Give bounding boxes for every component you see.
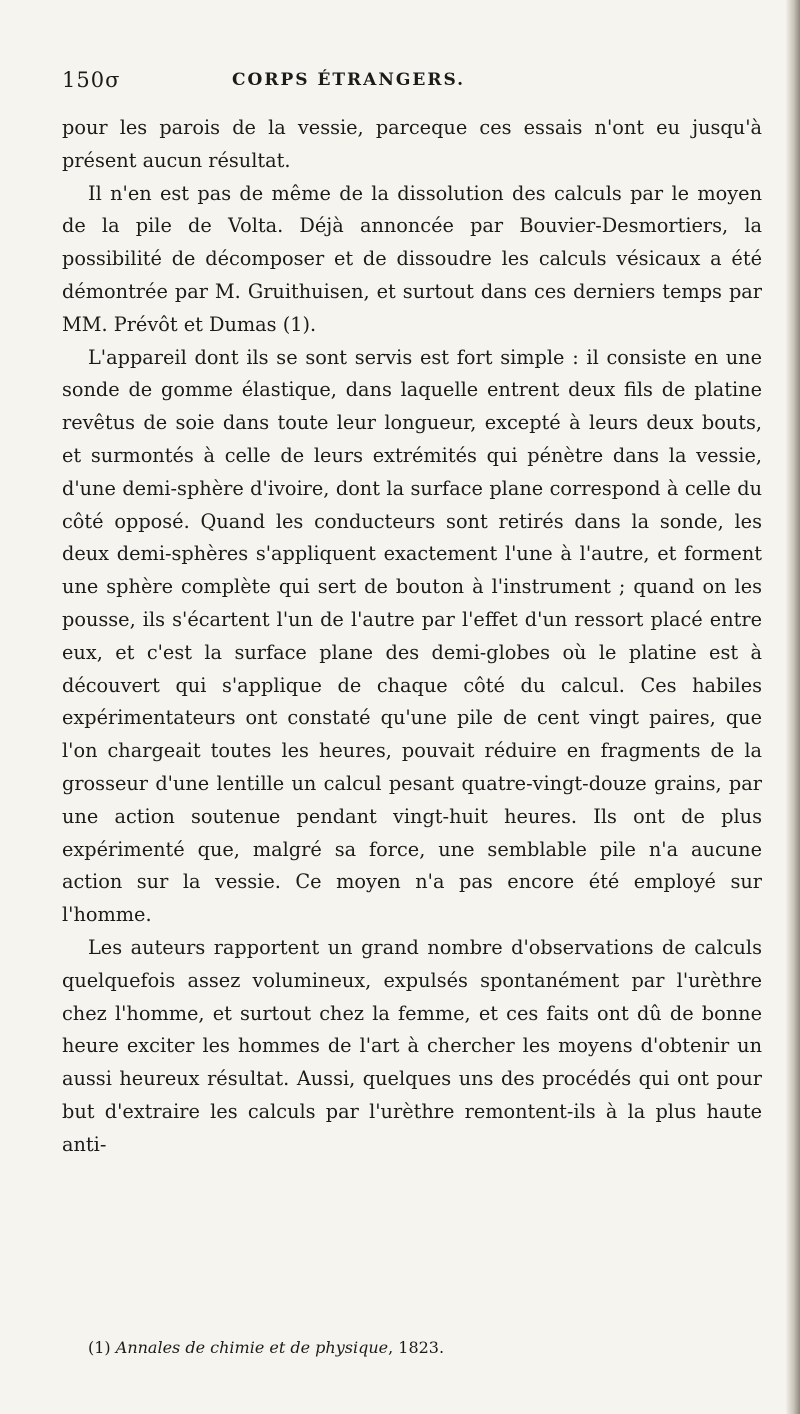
footnote [88,1337,748,1359]
page-header [62,68,762,98]
paragraph-volta-pile: Il n'en est pas de même de la dissolution des calculs par le moyen de la pile de Volta. Déjà annoncée par Bouvier-Desmortiers, la possibilité de décomposer et de dissoudre les calculs vésicaux a été démontrée par M. Gruithuisen, et surtout dans ces derniers temps par MM. Prévôt et Dumas (1). [62,181,762,336]
footnote-journal: Annales de chimie et de physique [115,1338,389,1357]
footnote-year: , 1823. [388,1338,445,1357]
paragraph-continuation: pour les parois de la vessie, parceque ces essais n'ont eu jusqu'à présent aucun résultat. [62,116,762,172]
body-text [62,112,762,1162]
page-edge-shadow [786,0,800,1414]
paragraph-observations: Les auteurs rapportent un grand nombre d'observations de calculs quelquefois assez volumineux, expulsés spontanément par l'urèthre chez l'homme, et surtout chez la femme, et ces faits ont dû de bonne heure exciter les hommes de l'art à chercher les moyens d'obtenir un aussi heureux résultat. Aussi, quelques uns des procédés qui ont pour but d'extraire les calculs par l'urèthre remontent-ils à la plus haute anti- [62,935,762,1156]
footnote-marker: (1) [88,1338,111,1357]
paragraph-apparatus: L'appareil dont ils se sont servis est fort simple : il consiste en une sonde de gomme élastique, dans laquelle entrent deux fils de platine revêtus de soie dans toute leur longueur, excepté à leurs deux bouts, et surmontés à celle de leurs extrémités qui pénètre dans la vessie, d'une demi-sphère d'ivoire, dont la surface plane correspond à celle du côté opposé. Quand les conducteurs sont retirés dans la sonde, les deux demi-sphères s'appliquent exactement l'une à l'autre, et forment une sphère complète qui sert de bouton à l'instrument ; quand on les pousse, ils s'écartent l'un de l'autre par l'effet d'un ressort placé entre eux, et c'est la surface plane des demi-globes où le platine est à découvert qui s'applique de chaque côté du calcul. Ces habiles expérimentateurs ont constaté qu'une pile de cent vingt paires, que l'on chargeait toutes les heures, pouvait réduire en fragments de la grosseur d'une lentille un calcul pesant quatre-vingt-douze grains, par une action soutenue pendant vingt-huit heures. Ils ont de plus expérimenté que, malgré sa force, une semblable pile n'a aucune action sur la vessie. Ce moyen n'a pas encore été employé sur l'homme. [62,345,762,927]
page-number: 150σ [62,68,121,92]
running-title: CORPS ÉTRANGERS. [232,70,466,90]
